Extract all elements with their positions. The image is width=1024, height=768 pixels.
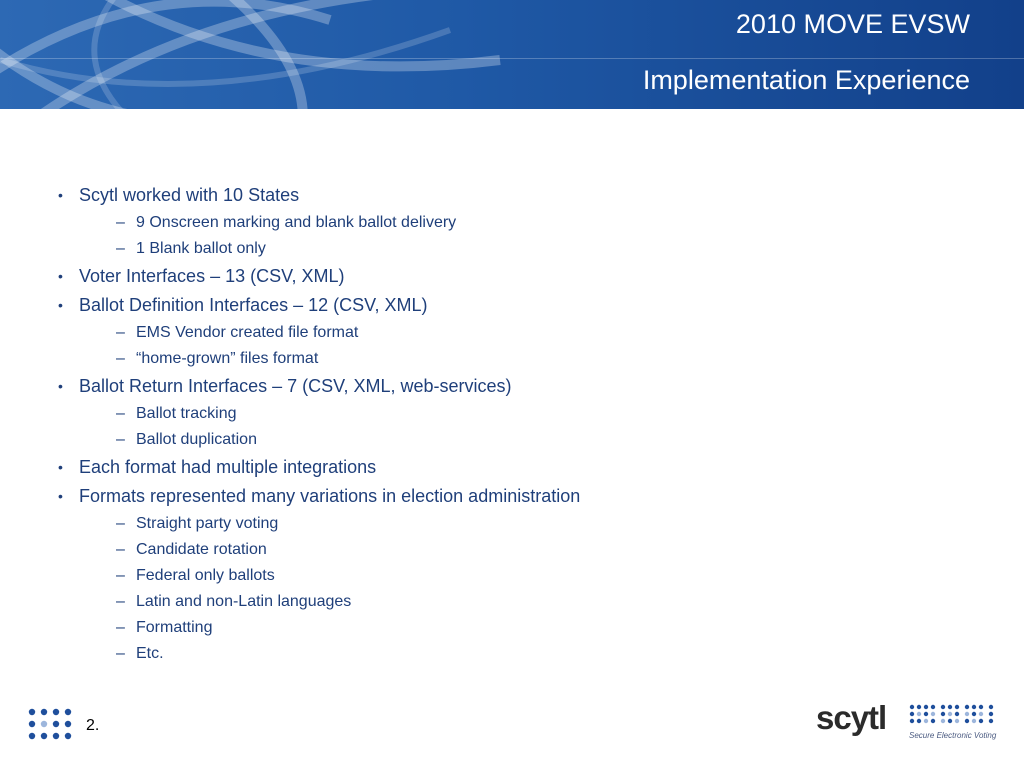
- bullet-text: Scytl worked with 10 States: [79, 185, 300, 205]
- bullet-item: [58, 456, 958, 478]
- bullet-item: [58, 485, 958, 507]
- sub-bullet-text: 1 Blank ballot only: [136, 240, 266, 257]
- sub-bullet-text: Etc.: [136, 645, 164, 662]
- sub-bullet-item: [58, 323, 958, 343]
- sub-bullet-item: [58, 239, 958, 259]
- sub-bullet-item: [58, 349, 958, 369]
- header-divider: [0, 58, 1024, 59]
- dash-icon: –: [116, 567, 125, 584]
- dash-icon: –: [116, 431, 125, 448]
- sub-bullet-item: [58, 618, 958, 638]
- bullet-text: Each format had multiple integrations: [79, 457, 377, 477]
- dash-icon: –: [116, 541, 125, 558]
- sub-bullet-text: Ballot tracking: [136, 405, 237, 422]
- sub-bullet-item: [58, 404, 958, 424]
- dash-icon: –: [116, 214, 125, 231]
- sub-bullet-item: [58, 566, 958, 586]
- bullet-text: Ballot Definition Interfaces – 12 (CSV, XML): [79, 295, 428, 315]
- bullet-dot-icon: •: [58, 459, 63, 475]
- sub-bullet-text: Ballot duplication: [136, 431, 257, 448]
- bullet-dot-icon: •: [58, 488, 63, 504]
- bullet-dot-icon: •: [58, 297, 63, 313]
- sub-bullet-item: [58, 430, 958, 450]
- slide-title-line1: 2010 MOVE EVSW: [735, 9, 970, 39]
- bullet-text: Formats represented many variations in election administration: [79, 486, 581, 506]
- scytl-logo: [816, 698, 1002, 744]
- sub-bullet-text: Federal only ballots: [136, 567, 275, 584]
- slide-header: [0, 0, 1024, 109]
- sub-bullet-text: Latin and non-Latin languages: [136, 593, 352, 610]
- sub-bullet-text: 9 Onscreen marking and blank ballot delivery: [136, 214, 457, 231]
- dash-icon: –: [116, 350, 125, 367]
- bullet-text: Ballot Return Interfaces – 7 (CSV, XML, web-services): [79, 376, 512, 396]
- dash-icon: –: [116, 515, 125, 532]
- sub-bullet-item: [58, 540, 958, 560]
- logo-tagline: Secure Electronic Voting: [909, 731, 997, 740]
- dash-icon: –: [116, 405, 125, 422]
- globe-arcs-decoration: [0, 0, 520, 109]
- dash-icon: –: [116, 240, 125, 257]
- sub-bullet-text: Straight party voting: [136, 515, 279, 532]
- bullet-item: [58, 375, 958, 397]
- footer-dots-icon: [27, 708, 77, 742]
- bullet-dot-icon: •: [58, 268, 63, 284]
- dash-icon: –: [116, 645, 125, 662]
- dash-icon: –: [116, 619, 125, 636]
- dash-icon: –: [116, 324, 125, 341]
- sub-bullet-text: Candidate rotation: [136, 541, 267, 558]
- sub-bullet-item: [58, 213, 958, 233]
- dash-icon: –: [116, 593, 125, 610]
- bullet-list: [58, 184, 958, 670]
- bullet-item: [58, 184, 958, 206]
- bullet-text: Voter Interfaces – 13 (CSV, XML): [79, 266, 345, 286]
- sub-bullet-text: EMS Vendor created file format: [136, 324, 359, 341]
- sub-bullet-item: [58, 514, 958, 534]
- sub-bullet-text: “home-grown” files format: [136, 350, 319, 367]
- slide-title-line2: Implementation Experience: [642, 65, 970, 95]
- bullet-dot-icon: •: [58, 187, 63, 203]
- sub-bullet-text: Formatting: [136, 619, 213, 636]
- bullet-item: [58, 265, 958, 287]
- page-number: 2.: [86, 717, 100, 734]
- sub-bullet-item: [58, 592, 958, 612]
- sub-bullet-item: [58, 644, 958, 664]
- logo-wordmark: scytl: [816, 699, 887, 736]
- bullet-item: [58, 294, 958, 316]
- bullet-dot-icon: •: [58, 378, 63, 394]
- logo-dots-icon: [909, 704, 1001, 730]
